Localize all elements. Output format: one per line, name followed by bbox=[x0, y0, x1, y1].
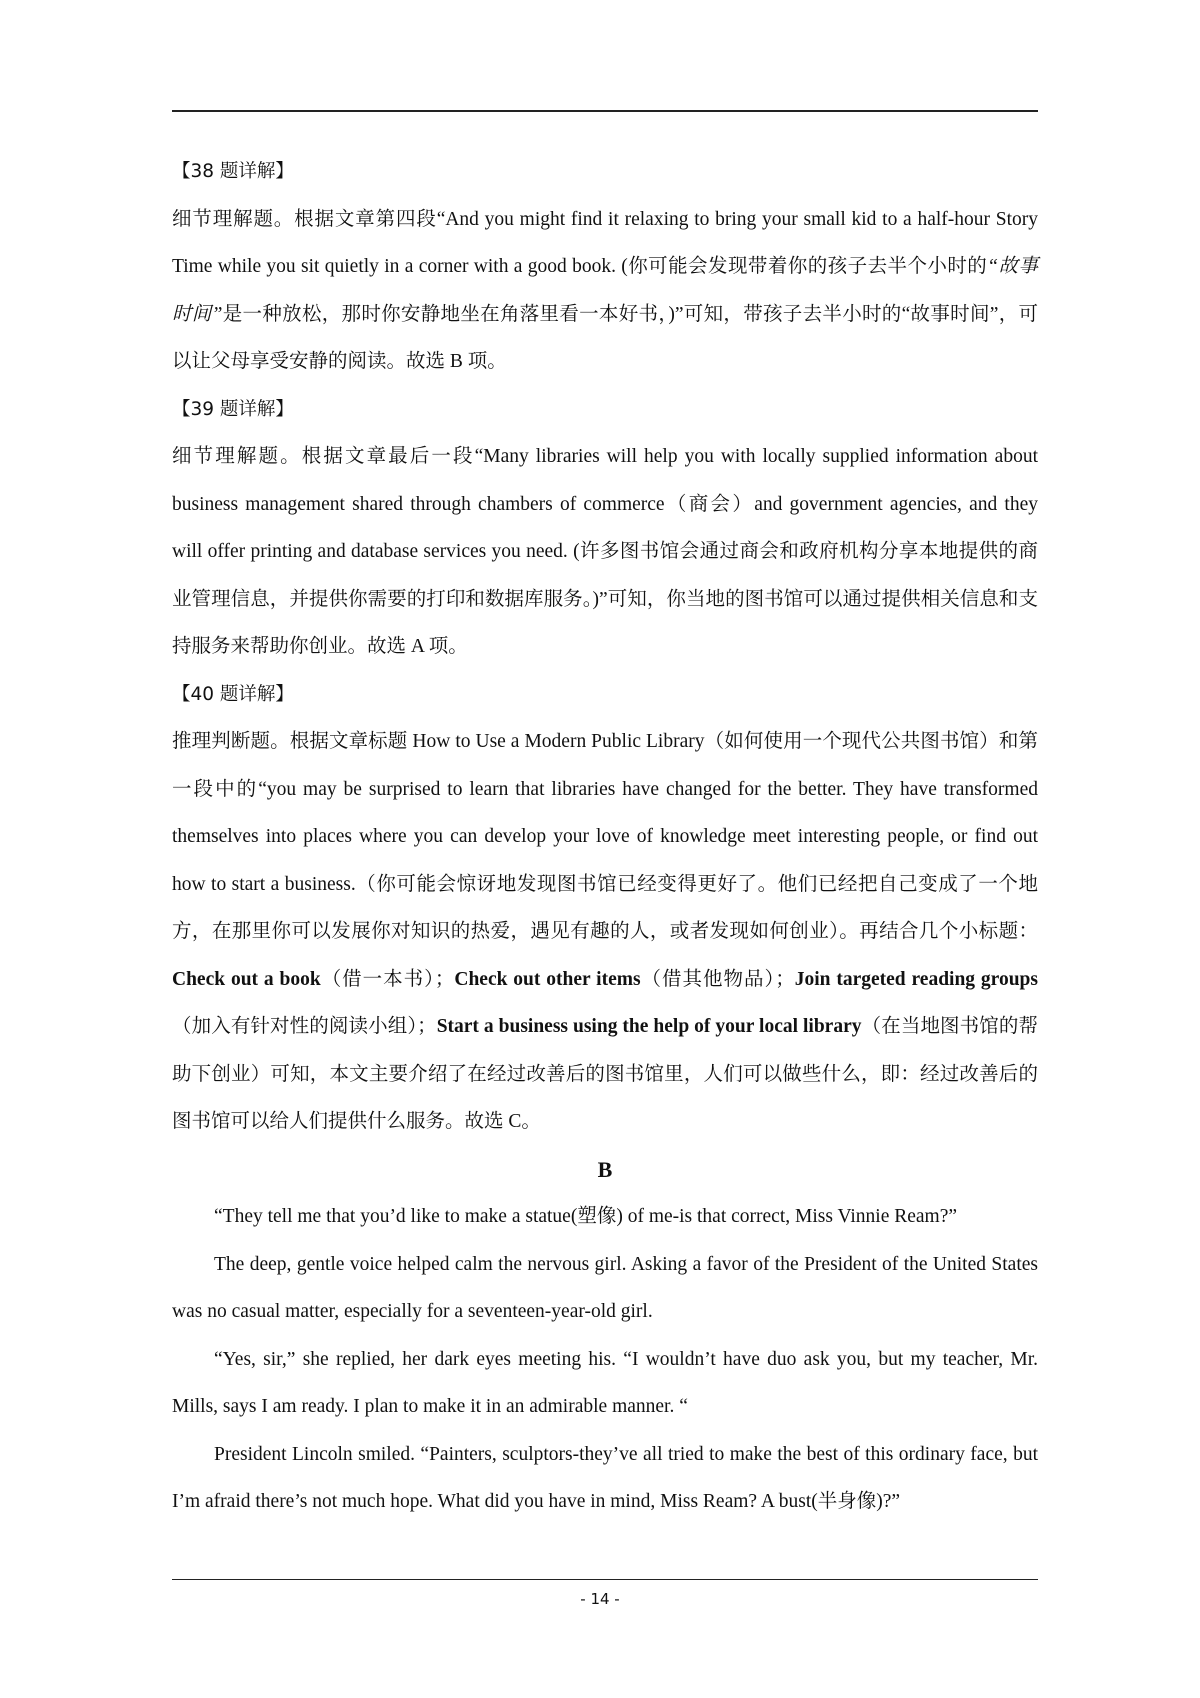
q39-heading: 【39 题详解】 bbox=[172, 398, 294, 420]
footer-rule bbox=[172, 1579, 1038, 1580]
q40-text-1: 推理判断题。根据文章标题 How to Use a Modern Public Library（如何使用一个现代公共图书馆）和第一段中的“you may be surprised to learn that libraries have changed for the better. They have transformed themselves into places where you can develop your love of knowledge meet interesting people, or find out how to start a business.（你可能会惊讶地发现图书馆已经变得更好了。他们已经把自己变成了一个地方，在那里你可以发展你对知识的热爱，遇见有趣的人，或者发现如何创业）。再结合几个小标题： bbox=[172, 731, 1038, 942]
q38-italic: “故事时间” bbox=[172, 256, 1038, 325]
q39-explanation: 细节理解题。根据文章最后一段“Many libraries will help you with locally supplied information about business management shared through chambers of commerce（商会）and government agencies, and they will offer printing and database services you need. (许多图书馆会通过商会和政府机构分享本地提供的商业管理信息，并提供你需要的打印和数据库服务。)”可知，你当地的图书馆可以通过提供相关信息和支持服务来帮助你创业。故选 A 项。 bbox=[172, 446, 1038, 657]
q40-explanation bbox=[172, 718, 1038, 1146]
passage-paragraph-1: “They tell me that you’d like to make a statue(塑像) of me-is that correct, Miss Vinnie Ream?” bbox=[214, 1206, 958, 1227]
passage-paragraph-2: The deep, gentle voice helped calm the nervous girl. Asking a favor of the President of the United States was no casual matter, especially for a seventeen-year-old girl. bbox=[172, 1253, 1038, 1322]
q40-text-4: （加入有针对性的阅读小组）； bbox=[172, 1016, 437, 1037]
q40-subtitle-4: Start a business using the help of your local library bbox=[436, 1016, 862, 1037]
q40-text-3: （借其他物品）； bbox=[640, 968, 795, 990]
q38-explanation bbox=[172, 196, 1038, 386]
q40-subtitle-1: Check out a book bbox=[172, 968, 321, 990]
page-content bbox=[172, 148, 1038, 1526]
header-rule bbox=[172, 110, 1038, 112]
section-b-heading: B bbox=[597, 1156, 613, 1182]
q40-text-2: （借一本书）； bbox=[320, 968, 455, 990]
q38-text-a: 细节理解题。根据文章第四段“And you might find it relaxing to bring your small kid to a half-hour Story Time while you sit quietly in a corner with a good book. (你可能会发现带着你的孩子去半个小时的 bbox=[172, 208, 1038, 277]
passage-paragraph-4: President Lincoln smiled. “Painters, sculptors-they’ve all tried to make the best of this ordinary face, but I’m afraid there’s not much hope. What did you have in mind, Miss Ream? A bust(半身像)?” bbox=[172, 1443, 1038, 1512]
q40-subtitle-3: Join targeted reading groups bbox=[794, 968, 1038, 990]
passage-paragraph-3: “Yes, sir,” she replied, her dark eyes meeting his. “I wouldn’t have duo ask you, but my teacher, Mr. Mills, says I am ready. I plan to make it in an admirable manner. “ bbox=[172, 1348, 1038, 1417]
q38-heading: 【38 题详解】 bbox=[172, 161, 294, 182]
q38-text-b: 是一种放松，那时你安静地坐在角落里看一本好书，)”可知，带孩子去半小时的“故事时间”，可以让父母享受安静的阅读。故选 B 项。 bbox=[172, 303, 1038, 372]
q40-heading: 【40 题详解】 bbox=[172, 683, 294, 705]
q40-subtitle-2: Check out other items bbox=[454, 968, 641, 990]
page-number: - 14 - bbox=[580, 1590, 620, 1608]
q40-text-5: （在当地图书馆的帮助下创业）可知，本文主要介绍了在经过改善后的图书馆里，人们可以做些什么，即：经过改善后的图书馆可以给人们提供什么服务。故选 C。 bbox=[172, 1016, 1038, 1132]
